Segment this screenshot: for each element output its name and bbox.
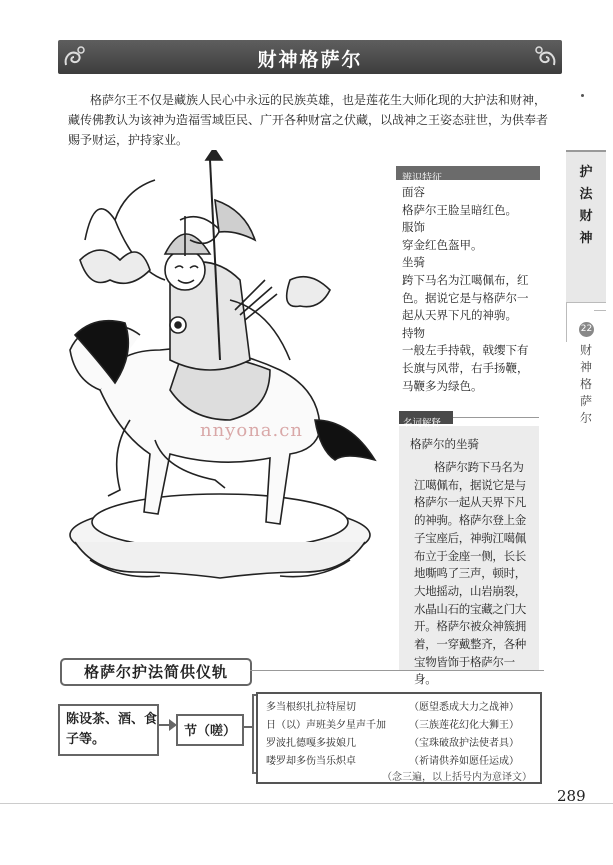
feature-line: 持物 <box>402 325 425 340</box>
side-subtitle: 财神格萨尔 <box>579 343 592 425</box>
feature-line: 马鞭多为绿色。 <box>402 378 483 393</box>
gesar-illustration <box>60 150 390 650</box>
ritual-divider <box>250 670 544 671</box>
term-subtitle: 格萨尔的坐骑 <box>410 437 479 451</box>
term-header-label: 名词解释 <box>403 418 442 429</box>
term-body: 格萨尔跨下马名为江噶佩布，据说它是与格萨尔一起从天界下凡的神驹。格萨尔登上金子宝座后，神驹江噶佩布立于金座一侧，长长地嘶鸣了三声，顿时，大地摇动，山岩崩裂，水晶山石的宝藏之门大开。格萨尔被众神簇拥着，一穿戴整齐，各种宝物皆饰于格萨尔一身。 <box>414 460 526 687</box>
feature-line: 起从天界下凡的神驹。 <box>402 308 517 323</box>
side-tab[interactable] <box>566 150 606 303</box>
side-tab-label: 护法财神 <box>579 165 593 246</box>
feature-line: 跨下马名为江噶佩布，红 <box>402 272 529 287</box>
term-divider <box>453 417 539 418</box>
feature-line: 格萨尔王脸呈暗红色。 <box>402 202 517 217</box>
feature-line: 穿金红色盔甲。 <box>402 237 483 252</box>
side-divider <box>594 310 606 311</box>
page-title: 财神格萨尔 <box>257 49 363 71</box>
section-box <box>176 714 244 746</box>
watermark: nnyona.cn <box>200 420 303 441</box>
ritual-title-box <box>60 658 252 686</box>
feature-line: 坐骑 <box>402 255 425 270</box>
chant-box <box>256 692 542 784</box>
feature-line: 服饰 <box>402 220 425 235</box>
page-number: 289 <box>557 787 586 805</box>
features-header <box>396 166 540 184</box>
chant-translation: （三族莲花幻化大狮王） <box>409 720 519 731</box>
chant-translation: （宝珠破敌护法使者具） <box>409 738 519 749</box>
margin-dot <box>581 94 584 97</box>
feature-line: 长旗与风带，右手扬鞭， <box>402 360 529 375</box>
offering-box <box>58 704 159 756</box>
chant-line: 日（以）声班美夕星声千加 <box>266 720 386 731</box>
intro-paragraph: 格萨尔王不仅是藏族人民心中永远的民族英雄，也是莲花生大师化现的大护法和财神，藏传佛教认为该神为造福雪域臣民、广开各种财富之伏藏，以战神之王姿态驻世，为供奉者赐予财运，护持家业。 <box>68 93 549 147</box>
feature-line: 一般左手持戟，戟缨下有 <box>402 343 529 358</box>
chant-translation: （愿望悉成大力之战神） <box>409 702 519 713</box>
cloud-ornament-right-icon <box>532 43 558 71</box>
chapter-number-badge: 22 <box>579 322 594 337</box>
chant-line: 罗波扎德嘎多拔娘几 <box>266 738 356 749</box>
footer-divider <box>0 803 613 804</box>
connector-line <box>242 726 252 728</box>
features-header-label: 辨识特征 <box>402 173 442 184</box>
chant-translation: （祈请供养如愿任运成） <box>409 756 519 767</box>
section-label: 节（嗟） <box>183 724 236 739</box>
feature-line: 色。据说它是与格萨尔一 <box>402 290 529 305</box>
title-banner <box>58 40 562 74</box>
feature-line: 面容 <box>402 185 425 199</box>
chant-note: （念三遍，以上括号内为意译文） <box>382 772 532 783</box>
side-divider <box>566 302 567 342</box>
chant-line: 多当根织扎拉特屋切 <box>266 702 356 713</box>
term-header <box>399 411 453 429</box>
chant-line: 喽罗却多伤当乐炽卓 <box>266 756 356 767</box>
ritual-title: 格萨尔护法简供仪轨 <box>83 663 228 681</box>
features-list <box>402 184 544 395</box>
offering-text: 陈设茶、酒、食子等。 <box>66 712 158 747</box>
